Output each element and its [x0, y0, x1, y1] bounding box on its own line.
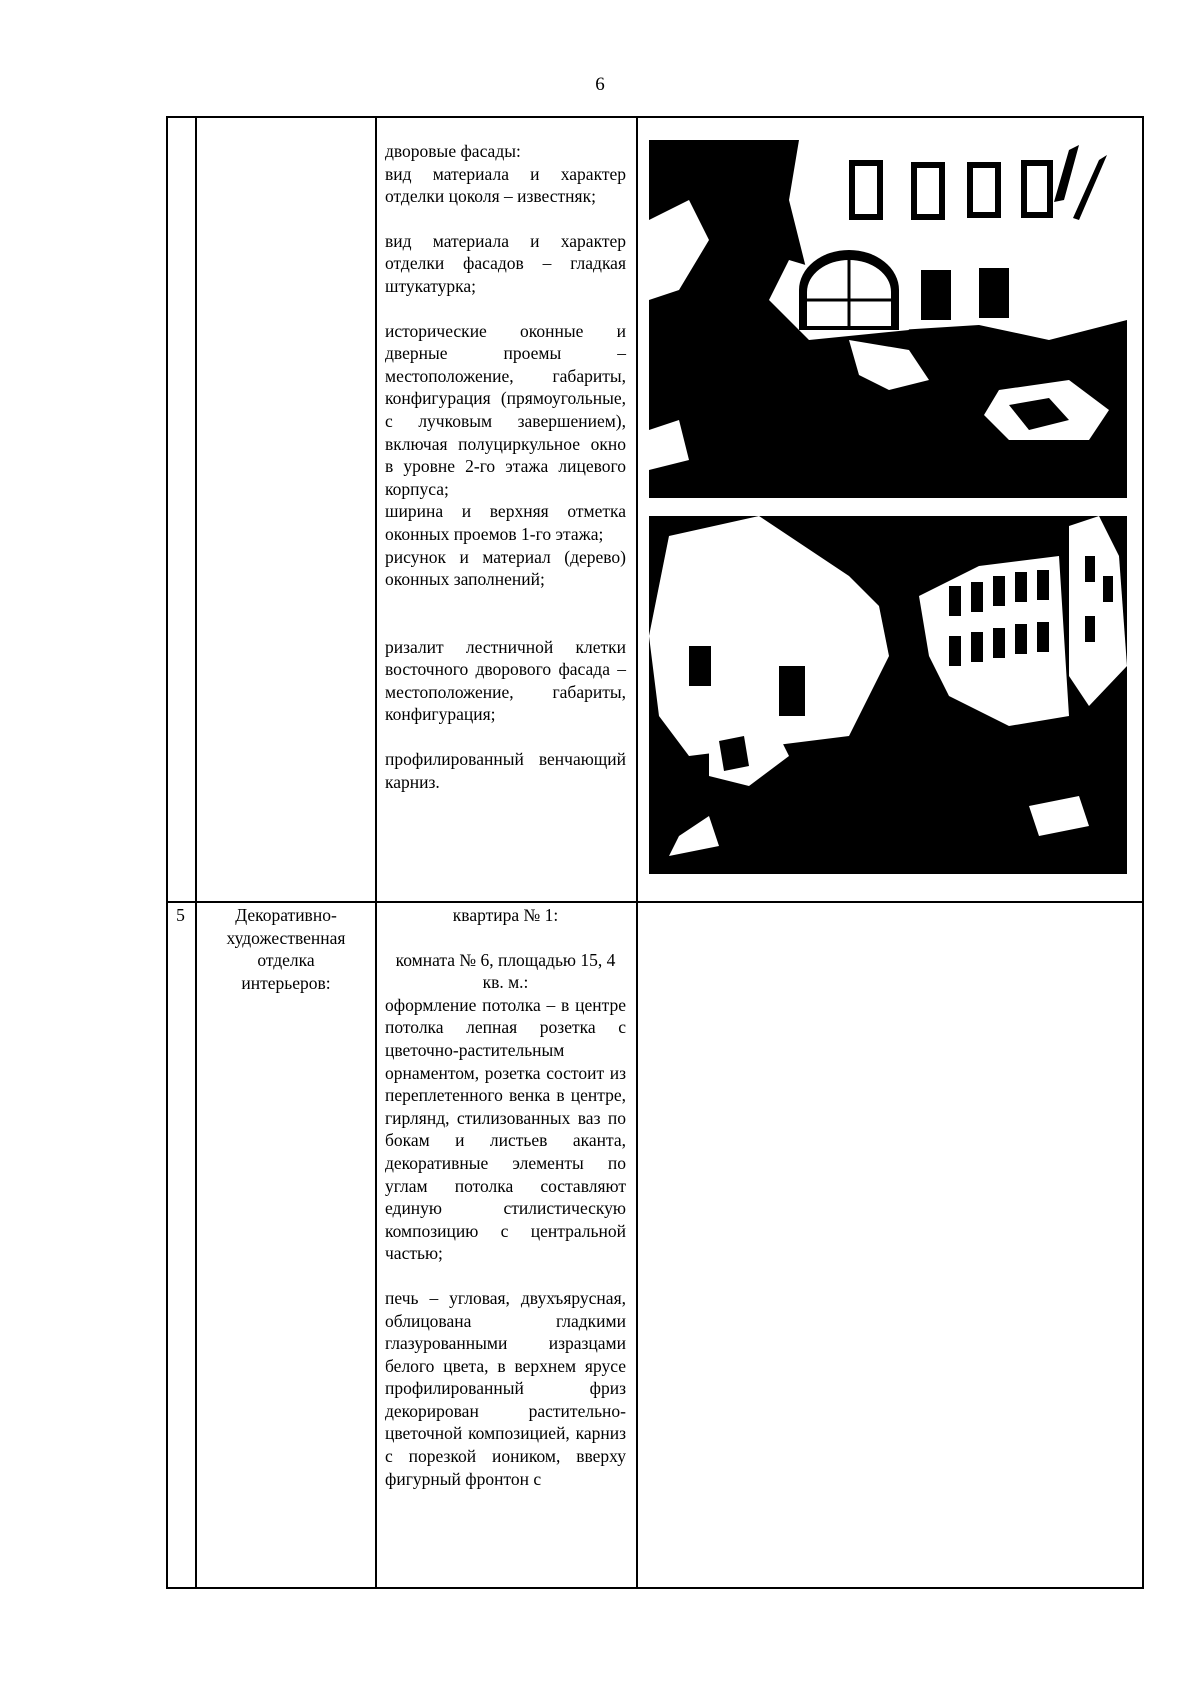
row-2-description [385, 904, 626, 1490]
row-2-number: 5 [176, 905, 185, 925]
table-border-right [1142, 116, 1144, 1589]
row-2-item-3: оформление потолка – в центре потолка лепная розетка с цветочно-растительным орнаментом, розетка состоит из переплетенного венка в центре, гирлянд, стилизованных ваз по бокам и листьев аканта, декоративные элементы по углам потолка составляют единую стилистическую композицию с центральной частью; [385, 994, 626, 1264]
row-2-category-text: Декоративно-художественная отделка интерьеров: [226, 905, 346, 993]
row-2-category [202, 904, 370, 994]
row-1-item-1: дворовые фасады: [385, 141, 521, 161]
page-number: 6 [595, 74, 605, 95]
row-2-item-2: комната № 6, площадью 15, 4 кв. м.: [395, 949, 616, 993]
row-1-item-5: ширина и верхняя отметка оконных проемов 1-го этажа; [385, 501, 626, 544]
row-1-item-3: вид материала и характер отделки фасадов – гладкая штукатурка; [385, 230, 626, 296]
row-1-item-4: исторические оконные и дверные проемы – местоположение, габариты, конфигурация (прямоугольные, с лучковым завершением), включая полуциркульное окно в уровне 2-го этажа лицевого корпуса; [385, 320, 626, 499]
table-border-left [166, 116, 168, 1589]
row-2-item-1: квартира № 1: [452, 905, 559, 925]
courtyard-facade-photo-1 [649, 140, 1127, 498]
protection-subject-table [166, 116, 1144, 1589]
row-2-item-4: печь – угловая, двухъярусная, облицована гладкими глазурованными изразцами белого цвета, в верхнем ярусе профилированный фриз декорирован растительно-цветочной композицией, карниз с порезкой иоником, вверху фигурный фронтон с [385, 1287, 626, 1489]
row-1-item-2: вид материала и характер отделки цоколя – известняк; [385, 163, 626, 207]
row-1-item-7: ризалит лестничной клетки восточного дворового фасада – местоположение, габариты, конфигурация; [385, 636, 626, 725]
row-1-item-6: рисунок и материал (дерево) оконных заполнений; [385, 546, 626, 590]
row-1-description [385, 140, 626, 793]
table-border-bottom [166, 1587, 1144, 1589]
row-divider [166, 901, 1144, 903]
column-divider-2 [375, 116, 377, 1589]
row-1-item-8: профилированный венчающий карниз. [385, 749, 626, 792]
column-divider-1 [195, 116, 197, 1589]
courtyard-facade-photo-2 [649, 516, 1127, 874]
table-border-top [166, 116, 1144, 118]
column-divider-3 [636, 116, 638, 1589]
